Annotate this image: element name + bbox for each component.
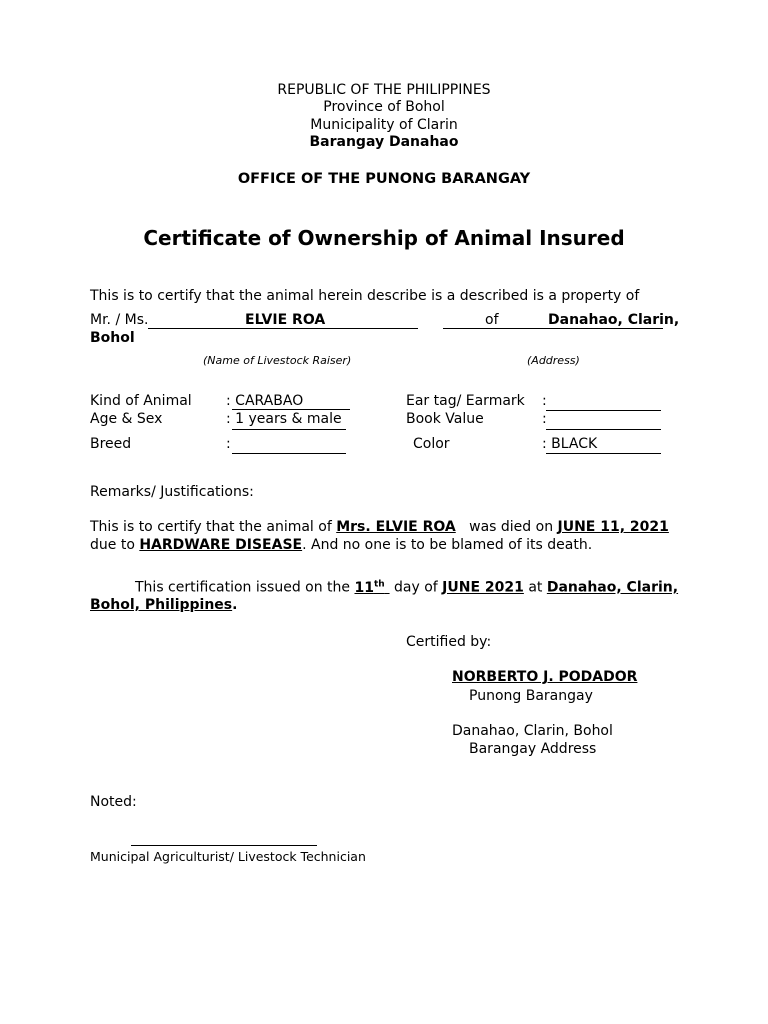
issuance-text-b: day of: [389, 579, 443, 596]
signatory-address-caption: Barangay Address: [469, 741, 597, 757]
address-line: [443, 328, 663, 329]
eartag-line: [546, 410, 661, 411]
age-label: Age & Sex: [90, 411, 163, 427]
remarks-owner-name: Mrs. ELVIE ROA: [336, 519, 456, 535]
issuance-place-2: Bohol, Philippines: [90, 597, 233, 613]
book-line: [546, 429, 661, 430]
certified-by-label: Certified by:: [406, 634, 492, 650]
remarks-text-c: due to: [90, 537, 140, 553]
issuance-day-suffix: th: [373, 579, 385, 589]
kind-value: : CARABAO: [226, 393, 304, 409]
issuance-text-a: This certification issued on the: [135, 579, 355, 596]
signatory-name: NORBERTO J. PODADOR: [452, 669, 638, 685]
signatory-address: Danahao, Clarin, Bohol: [452, 723, 613, 739]
remarks-text-d: . And no one is to be blamed of its death.: [302, 537, 593, 553]
of-label: of: [485, 312, 499, 328]
issuance-line-1: [135, 579, 678, 596]
book-value: :: [542, 411, 547, 427]
signatory-position: Punong Barangay: [469, 688, 593, 704]
office-title: OFFICE OF THE PUNONG BARANGAY: [237, 171, 531, 187]
issuance-text-c: at: [523, 579, 547, 596]
remarks-paragraph-2: [90, 537, 592, 553]
certificate-title: Certificate of Ownership of Animal Insured: [143, 226, 625, 250]
issuance-period: .: [232, 597, 238, 613]
breed-value: :: [226, 436, 231, 452]
kind-line: [232, 409, 350, 410]
header-province: Province of Bohol: [323, 99, 445, 115]
book-label: Book Value: [406, 411, 484, 427]
address-caption: (Address): [527, 354, 580, 367]
remarks-cause: HARDWARE DISEASE: [139, 537, 303, 553]
issuance-month-year: JUNE 2021: [442, 579, 524, 596]
remarks-death-date: JUNE 11, 2021: [557, 519, 669, 535]
owner-name: ELVIE ROA: [245, 312, 326, 328]
owner-name-line: [148, 328, 418, 329]
eartag-value: :: [542, 393, 547, 409]
owner-address-1: Danahao, Clarin,: [548, 312, 680, 328]
eartag-label: Ear tag/ Earmark: [406, 393, 525, 409]
noted-caption: Municipal Agriculturist/ Livestock Technician: [90, 849, 366, 864]
age-value: : 1 years & male: [226, 411, 342, 427]
remarks-paragraph-1: [90, 519, 669, 535]
age-line: [232, 429, 346, 430]
mr-ms-label: Mr. / Ms.: [90, 312, 149, 328]
intro-text: This is to certify that the animal herein describe is a described is a property of: [90, 288, 640, 304]
kind-label: Kind of Animal: [90, 393, 192, 409]
color-line: [546, 453, 661, 454]
breed-label: Breed: [90, 436, 132, 452]
noted-signature-line: [131, 845, 317, 846]
issuance-day: [354, 580, 389, 596]
remarks-text-a: This is to certify that the animal of: [90, 519, 337, 535]
remarks-label: Remarks/ Justifications:: [90, 484, 254, 500]
header-republic: REPUBLIC OF THE PHILIPPINES: [277, 82, 491, 98]
issuance-place-1: Danahao, Clarin,: [546, 579, 679, 596]
issuance-day-number: 11: [354, 579, 374, 596]
name-caption: (Name of Livestock Raiser): [203, 354, 352, 367]
breed-line: [232, 453, 346, 454]
header-municipality: Municipality of Clarin: [310, 117, 458, 133]
issuance-line-2: [90, 597, 237, 613]
remarks-text-b: was died on: [469, 519, 558, 535]
owner-address-2: Bohol: [90, 330, 135, 346]
noted-label: Noted:: [90, 794, 137, 810]
header-barangay: Barangay Danahao: [309, 134, 459, 150]
color-label: Color: [413, 436, 450, 452]
color-value: : BLACK: [542, 436, 598, 452]
